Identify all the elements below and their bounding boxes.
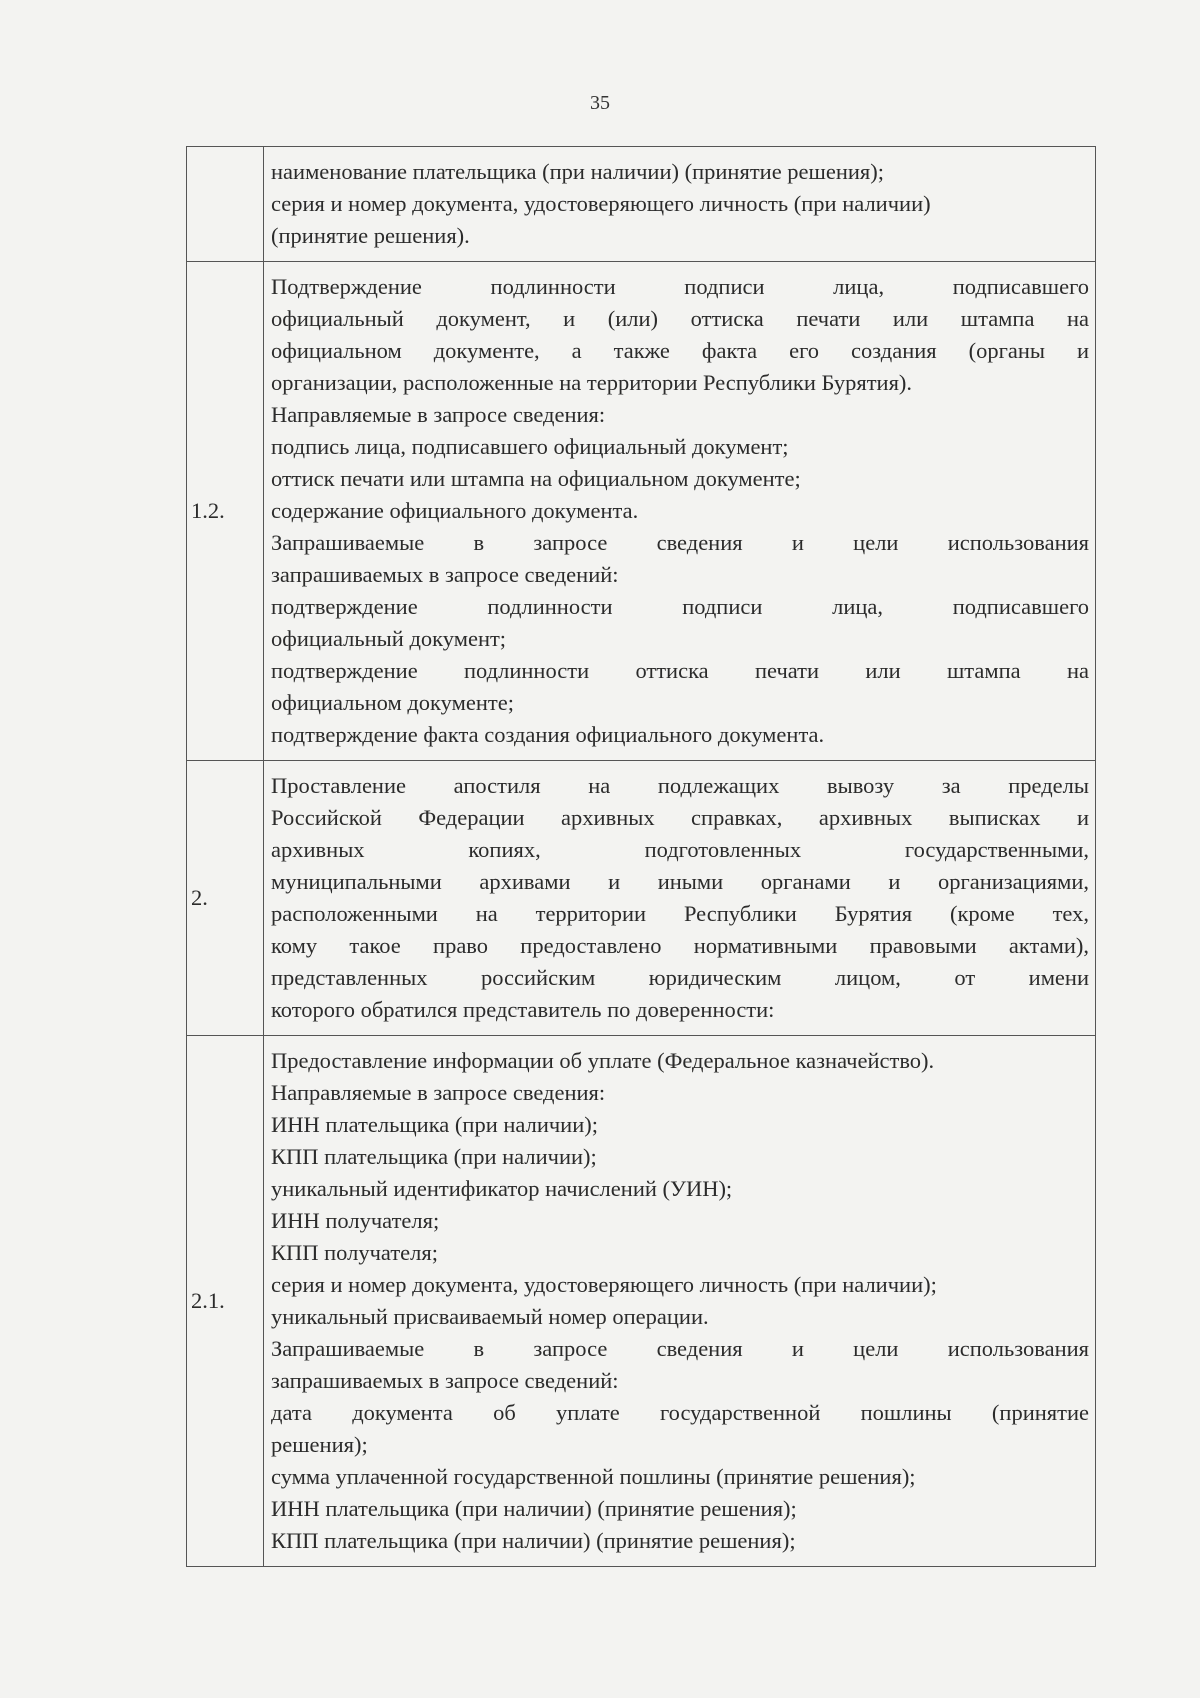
text-line: решения); xyxy=(271,1432,368,1457)
text-line: серия и номер документа, удостоверяющего личность (при наличии); xyxy=(271,1272,937,1297)
text-line: Подтверждение подлинности подписи лица, подписавшего xyxy=(271,274,1089,299)
text-line: подтверждение факта создания официального документа. xyxy=(271,722,825,747)
text-line: официальном документе; xyxy=(271,690,514,715)
text-line: официальном документе, а также факта его создания (органы и xyxy=(271,338,1089,363)
table-row xyxy=(187,147,1096,262)
text-line: уникальный присваиваемый номер операции. xyxy=(271,1304,709,1329)
text-line: уникальный идентификатор начислений (УИН); xyxy=(271,1176,733,1201)
table-row xyxy=(187,1036,1096,1567)
text-line: ИНН плательщика (при наличии); xyxy=(271,1112,599,1137)
table-row xyxy=(187,262,1096,761)
text-line: Направляемые в запросе сведения: xyxy=(271,1080,606,1105)
text-line: подпись лица, подписавшего официальный документ; xyxy=(271,434,789,459)
services-table xyxy=(186,146,1096,1567)
text-line: организации, расположенные на территории Республики Бурятия). xyxy=(271,370,913,395)
text-line: Направляемые в запросе сведения: xyxy=(271,402,606,427)
text-line: официальный документ, и (или) оттиска печати или штампа на xyxy=(271,306,1089,331)
text-line: Запрашиваемые в запросе сведения и цели использования xyxy=(271,530,1089,555)
text-line: архивных копиях, подготовленных государственными, xyxy=(271,837,1089,862)
row-number: 2.1. xyxy=(187,1036,264,1567)
text-line: запрашиваемых в запросе сведений: xyxy=(271,562,619,587)
text-line: Проставление апостиля на подлежащих вывозу за пределы xyxy=(271,773,1089,798)
text-line: расположенными на территории Республики Бурятия (кроме тех, xyxy=(271,901,1089,926)
row-number: 2. xyxy=(187,761,264,1036)
row-content xyxy=(264,147,1096,262)
row-number xyxy=(187,147,264,262)
row-content xyxy=(264,761,1096,1036)
text-line: кому такое право предоставлено нормативными правовыми актами), xyxy=(271,933,1089,958)
text-line: муниципальными архивами и иными органами и организациями, xyxy=(271,869,1089,894)
text-line: КПП плательщика (при наличии) (принятие решения); xyxy=(271,1528,796,1553)
text-line: наименование плательщика (при наличии) (принятие решения); xyxy=(271,159,885,184)
text-line: серия и номер документа, удостоверяющего личность (при наличии) xyxy=(271,191,931,216)
text-line: представленных российским юридическим лицом, от имени xyxy=(271,965,1089,990)
text-line: сумма уплаченной государственной пошлины (принятие решения); xyxy=(271,1464,916,1489)
row-content xyxy=(264,262,1096,761)
text-line: КПП получателя; xyxy=(271,1240,438,1265)
row-number: 1.2. xyxy=(187,262,264,761)
text-line: дата документа об уплате государственной пошлины (принятие xyxy=(271,1400,1089,1425)
table-row xyxy=(187,761,1096,1036)
text-line: которого обратился представитель по доверенности: xyxy=(271,997,775,1022)
text-line: подтверждение подлинности оттиска печати или штампа на xyxy=(271,658,1089,683)
page-number: 35 xyxy=(590,92,610,114)
text-line: ИНН получателя; xyxy=(271,1208,440,1233)
text-line: Запрашиваемые в запросе сведения и цели использования xyxy=(271,1336,1089,1361)
text-line: ИНН плательщика (при наличии) (принятие решения); xyxy=(271,1496,797,1521)
text-line: официальный документ; xyxy=(271,626,507,651)
text-line: КПП плательщика (при наличии); xyxy=(271,1144,597,1169)
text-line: Российской Федерации архивных справках, архивных выписках и xyxy=(271,805,1089,830)
text-line: содержание официального документа. xyxy=(271,498,639,523)
text-line: (принятие решения). xyxy=(271,223,470,248)
text-line: Предоставление информации об уплате (Федеральное казначейство). xyxy=(271,1048,935,1073)
text-line: подтверждение подлинности подписи лица, подписавшего xyxy=(271,594,1089,619)
row-content xyxy=(264,1036,1096,1567)
text-line: запрашиваемых в запросе сведений: xyxy=(271,1368,619,1393)
text-line: оттиск печати или штампа на официальном документе; xyxy=(271,466,801,491)
